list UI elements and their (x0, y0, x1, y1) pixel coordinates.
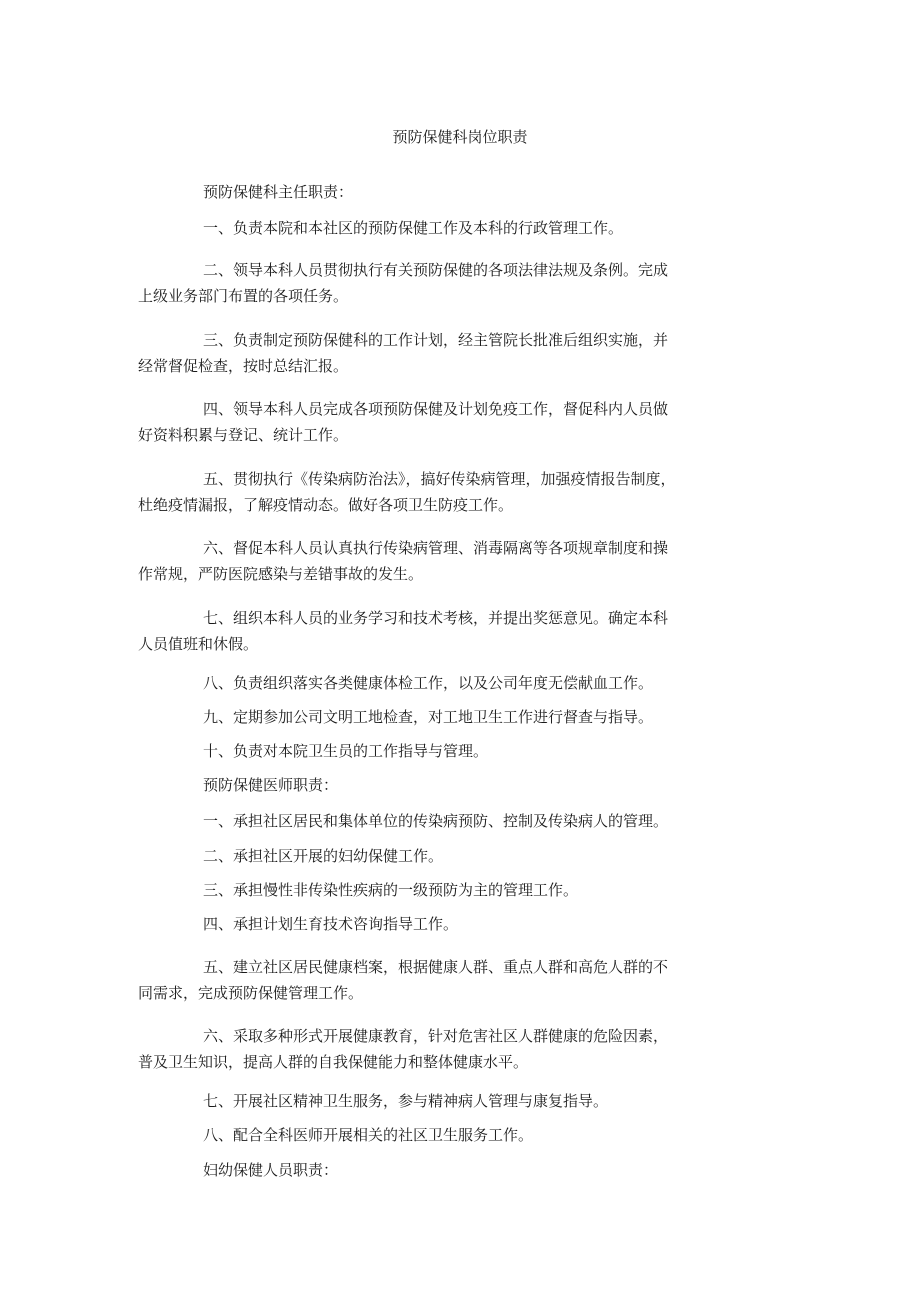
text-line: 二、承担社区开展的妇幼保健工作。 (203, 847, 444, 865)
section-heading-maternal-child (138, 1157, 752, 1183)
text-line: 八、负责组织落实各类健康体检工作，以及公司年度无偿献血工作。 (203, 674, 654, 692)
text-line: 好资料积累与登记、统计工作。 (138, 426, 349, 444)
text-line: 五、建立社区居民健康档案，根据健康人群、重点人群和高危人群的不 (203, 958, 669, 976)
text-line: 五、贯彻执行《传染病防治法》，搞好传染病管理，加强疫情报告制度， (203, 470, 676, 488)
text-line: 十、负责对本院卫生员的工作指导与管理。 (203, 742, 489, 760)
paragraph (138, 466, 752, 518)
text-line: 人员值班和休假。 (138, 635, 259, 653)
paragraph (138, 877, 752, 903)
section-heading-director (138, 179, 752, 205)
text-line: 作常规，严防医院感染与差错事故的发生。 (138, 565, 424, 583)
text-line: 妇幼保健人员职责： (203, 1161, 339, 1179)
text-line: 三、负责制定预防保健科的工作计划，经主管院长批准后组织实施，并 (203, 331, 669, 349)
text-line: 经常督促检查，按时总结汇报。 (138, 357, 349, 375)
text-line: 普及卫生知识，提高人群的自我保健能力和整体健康水平。 (138, 1053, 529, 1071)
text-line: 八、配合全科医师开展相关的社区卫生服务工作。 (203, 1126, 534, 1144)
text-line: 杜绝疫情漏报，了解疫情动态。做好各项卫生防疫工作。 (138, 496, 514, 514)
text-line: 三、承担慢性非传染性疾病的一级预防为主的管理工作。 (203, 881, 579, 899)
text-line: 预防保健科主任职责： (203, 183, 354, 201)
document-title: 预防保健科岗位职责 (392, 128, 528, 146)
text-line: 四、承担计划生育技术咨询指导工作。 (203, 915, 459, 933)
text-line: 七、组织本科人员的业务学习和技术考核，并提出奖惩意见。确定本科 (203, 609, 669, 627)
paragraph (138, 808, 752, 834)
paragraph (138, 704, 752, 730)
text-line: 七、开展社区精神卫生服务，参与精神病人管理与康复指导。 (203, 1092, 609, 1110)
text-line: 预防保健医师职责： (203, 776, 339, 794)
text-line: 上级业务部门布置的各项任务。 (138, 287, 349, 305)
text-line: 四、领导本科人员完成各项预防保健及计划免疫工作，督促科内人员做 (203, 400, 669, 418)
paragraph (138, 215, 752, 241)
section-heading-physician (138, 772, 752, 798)
paragraph (138, 911, 752, 937)
text-line: 六、督促本科人员认真执行传染病管理、消毒隔离等各项规章制度和操 (203, 539, 669, 557)
paragraph (138, 535, 752, 587)
paragraph (138, 954, 752, 1006)
paragraph (138, 843, 752, 869)
text-line: 一、负责本院和本社区的预防保健工作及本科的行政管理工作。 (203, 219, 624, 237)
text-line: 一、承担社区居民和集体单位的传染病预防、控制及传染病人的管理。 (203, 812, 669, 830)
text-line: 九、定期参加公司文明工地检查，对工地卫生工作进行督查与指导。 (203, 708, 654, 726)
paragraph (138, 327, 752, 379)
paragraph (138, 257, 752, 309)
paragraph (138, 670, 752, 696)
text-line: 二、领导本科人员贯彻执行有关预防保健的各项法律法规及条例。完成 (203, 261, 669, 279)
paragraph (138, 1023, 752, 1075)
text-line: 同需求，完成预防保健管理工作。 (138, 984, 364, 1002)
paragraph (138, 1122, 752, 1148)
paragraph (138, 396, 752, 448)
paragraph (138, 605, 752, 657)
text-line: 六、采取多种形式开展健康教育，针对危害社区人群健康的危险因素， (203, 1027, 669, 1045)
paragraph (138, 738, 752, 764)
paragraph (138, 1088, 752, 1114)
